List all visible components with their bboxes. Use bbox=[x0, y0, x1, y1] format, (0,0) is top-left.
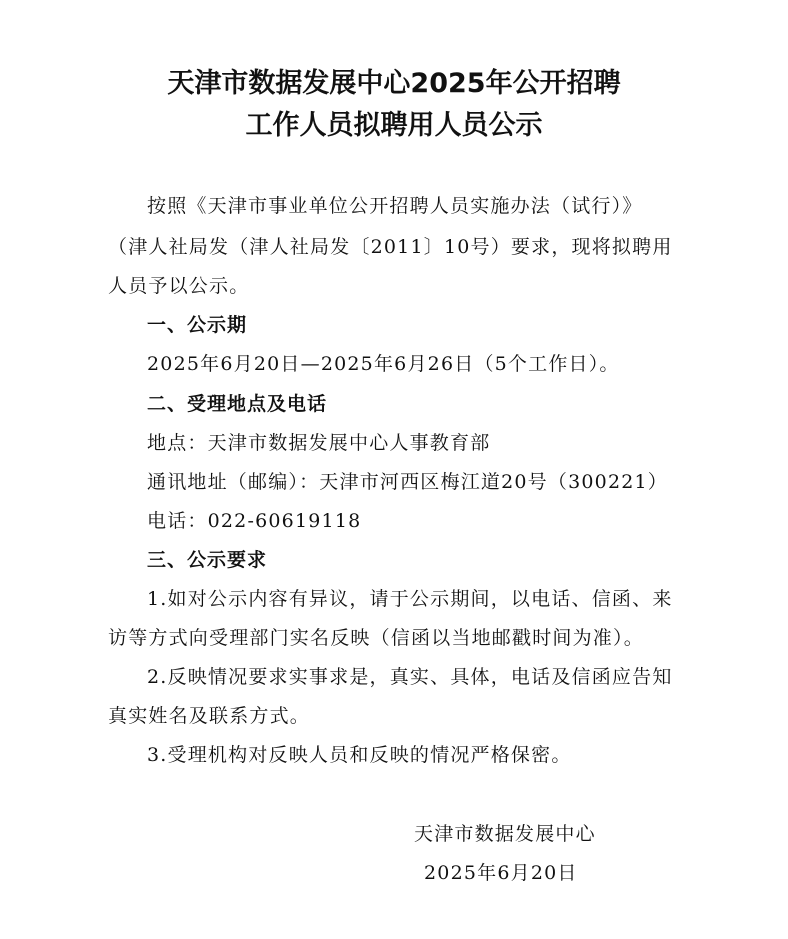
section-3-item-1-line-1: 1.如对公示内容有异议，请于公示期间，以电话、信函、来 bbox=[147, 588, 673, 610]
signature-organization: 天津市数据发展中心 bbox=[414, 823, 596, 845]
section-2-address: 通讯地址（邮编）：天津市河西区梅江道20号（300221） bbox=[147, 471, 669, 493]
section-3-item-2-line-1: 2.反映情况要求实事求是，真实、具体，电话及信函应告知 bbox=[147, 666, 673, 688]
intro-line-1: 按照《天津市事业单位公开招聘人员实施办法（试行）》 bbox=[147, 195, 643, 217]
section-2-heading: 二、受理地点及电话 bbox=[147, 393, 328, 415]
section-3-item-1-line-2: 访等方式向受理部门实名反映（信函以当地邮戳时间为准）。 bbox=[108, 627, 644, 649]
document-title-line-2: 工作人员拟聘用人员公示 bbox=[245, 110, 543, 141]
intro-line-2: （津人社局发（津人社局发〔2011〕10号）要求，现将拟聘用 bbox=[108, 236, 673, 258]
signature-date: 2025年6月20日 bbox=[424, 862, 578, 884]
intro-line-3: 人员予以公示。 bbox=[108, 275, 250, 297]
section-3-heading: 三、公示要求 bbox=[147, 549, 268, 571]
section-3-item-2-line-2: 真实姓名及联系方式。 bbox=[108, 705, 311, 727]
section-1-content: 2025年6月20日—2025年6月26日（5个工作日）。 bbox=[147, 353, 620, 375]
section-2-location: 地点：天津市数据发展中心人事教育部 bbox=[147, 432, 491, 454]
section-1-heading: 一、公示期 bbox=[147, 314, 248, 336]
section-2-phone: 电话：022-60619118 bbox=[147, 510, 362, 532]
section-3-item-3: 3.受理机构对反映人员和反映的情况严格保密。 bbox=[147, 744, 572, 766]
document-title-line-1: 天津市数据发展中心2025年公开招聘 bbox=[167, 68, 621, 99]
